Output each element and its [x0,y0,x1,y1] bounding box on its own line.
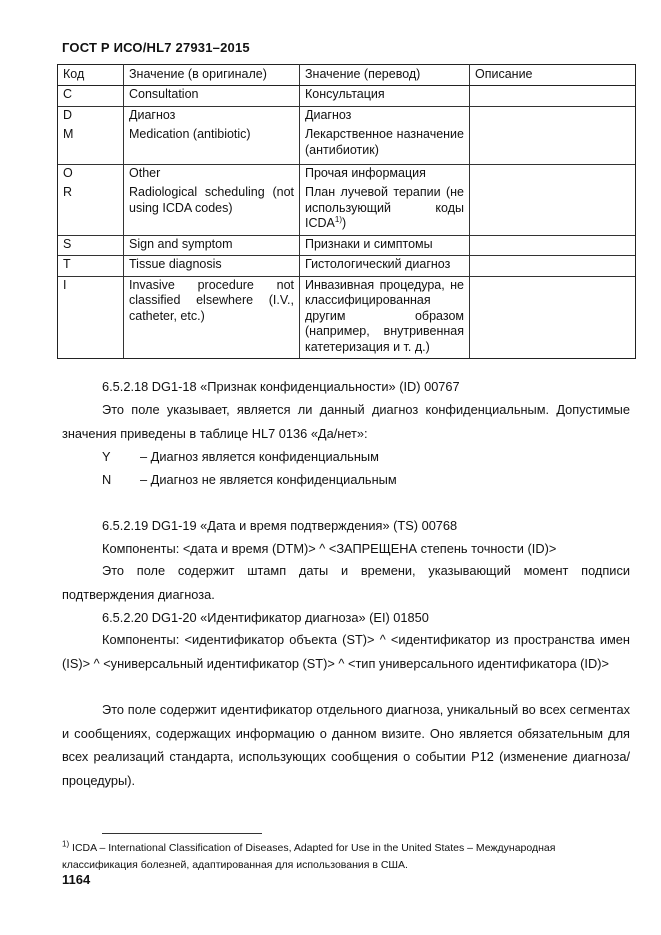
col-header-original: Значение (в оригинале) [124,65,300,86]
row-translation: Прочая информация [300,164,470,184]
row-code: S [58,235,124,255]
translation-tail: ) [342,216,347,230]
row-original: Other [124,164,300,184]
table-row [58,184,636,235]
row-original: Consultation [124,85,300,106]
row-original: Sign and symptom [124,235,300,255]
row-translation [300,184,470,235]
col-header-code: Код [58,65,124,86]
value-code-y: Y [102,449,111,464]
footnote-text: ICDA – International Classification of Diseases, Adapted for Use in the United States – Международная классификация болезней, адаптированная для использования в США. [62,842,556,871]
footnote-divider [102,833,262,834]
row-code: O [58,164,124,184]
row-code: D [58,106,124,126]
table-row [58,235,636,255]
row-original: Radiological scheduling (not using ICDA codes) [124,184,300,235]
section-19-components: Компоненты: <дата и время (DTM)> ^ <ЗАПРЕЩЕНА степень точности (ID)> [102,541,557,556]
row-translation: Признаки и симптомы [300,235,470,255]
value-desc-n: – Диагноз не является конфиденциальным [140,472,397,487]
section-title-6-5-2-20: 6.5.2.20 DG1-20 «Идентификатор диагноза» (EI) 01850 [102,610,429,625]
row-translation: Гистологический диагноз [300,255,470,276]
row-code: R [58,184,124,235]
row-translation: Лекарственное назначение (антибиотик) [300,126,470,164]
footnote-mark: 1) [62,839,70,849]
row-translation: Инвазивная процедура, не классифицированная другим образом (например, внутривенная катетеризация и т. д.) [300,276,470,358]
code-table [57,64,636,359]
row-original: Invasive procedure not classified elsewhere (I.V., catheter, etc.) [124,276,300,358]
table-row [58,85,636,106]
row-description [470,126,636,164]
row-translation: Консультация [300,85,470,106]
row-description [470,184,636,235]
table-row [58,276,636,358]
table-row [58,106,636,126]
table-row [58,126,636,164]
row-code: M [58,126,124,164]
section-20-components: Компоненты: <идентификатор объекта (ST)> ^ <идентификатор из пространства имен (IS)> ^ <универсальный идентификатор (ST)> ^ <тип универсального идентификатора (ID)> [62,632,630,671]
section-20-text: Это поле содержит идентификатор отдельного диагноза, уникальный во всех сегментах и сообщениях, содержащих информацию о данном визите. Оно является обязательным для всех реализаций стандарта, использующих сообщения о событии P12 (изменение диагноза/процедуры). [62,702,630,788]
table-row [58,255,636,276]
value-code-n: N [102,472,112,487]
table-header-row [58,65,636,86]
col-header-description: Описание [470,65,636,86]
row-description [470,276,636,358]
row-description [470,255,636,276]
section-title-6-5-2-19: 6.5.2.19 DG1-19 «Дата и время подтверждения» (TS) 00768 [102,518,458,533]
row-original: Tissue diagnosis [124,255,300,276]
translation-text: План лучевой терапии (не использующий коды ICDA [305,185,464,230]
row-code: T [58,255,124,276]
row-description [470,106,636,126]
page-number: 1164 [62,872,91,887]
col-header-translation: Значение (перевод) [300,65,470,86]
value-desc-y: – Диагноз является конфиденциальным [140,449,379,464]
row-original: Medication (antibiotic) [124,126,300,164]
footnote-ref: 1) [334,214,342,224]
row-original: Диагноз [124,106,300,126]
row-code: I [58,276,124,358]
section-title-6-5-2-18: 6.5.2.18 DG1-18 «Признак конфиденциальности» (ID) 00767 [102,379,460,394]
row-code: C [58,85,124,106]
row-description [470,85,636,106]
table-row [58,164,636,184]
row-description [470,235,636,255]
document-header: ГОСТ Р ИСО/HL7 27931–2015 [62,40,250,55]
section-19-text: Это поле содержит штамп даты и времени, указывающий момент подписи подтверждения диагноза. [62,563,630,602]
row-translation: Диагноз [300,106,470,126]
footnote [62,840,630,874]
section-18-text: Это поле указывает, является ли данный диагноз конфиденциальным. Допустимые значения приведены в таблице HL7 0136 «Да/нет»: [62,402,630,441]
row-description [470,164,636,184]
